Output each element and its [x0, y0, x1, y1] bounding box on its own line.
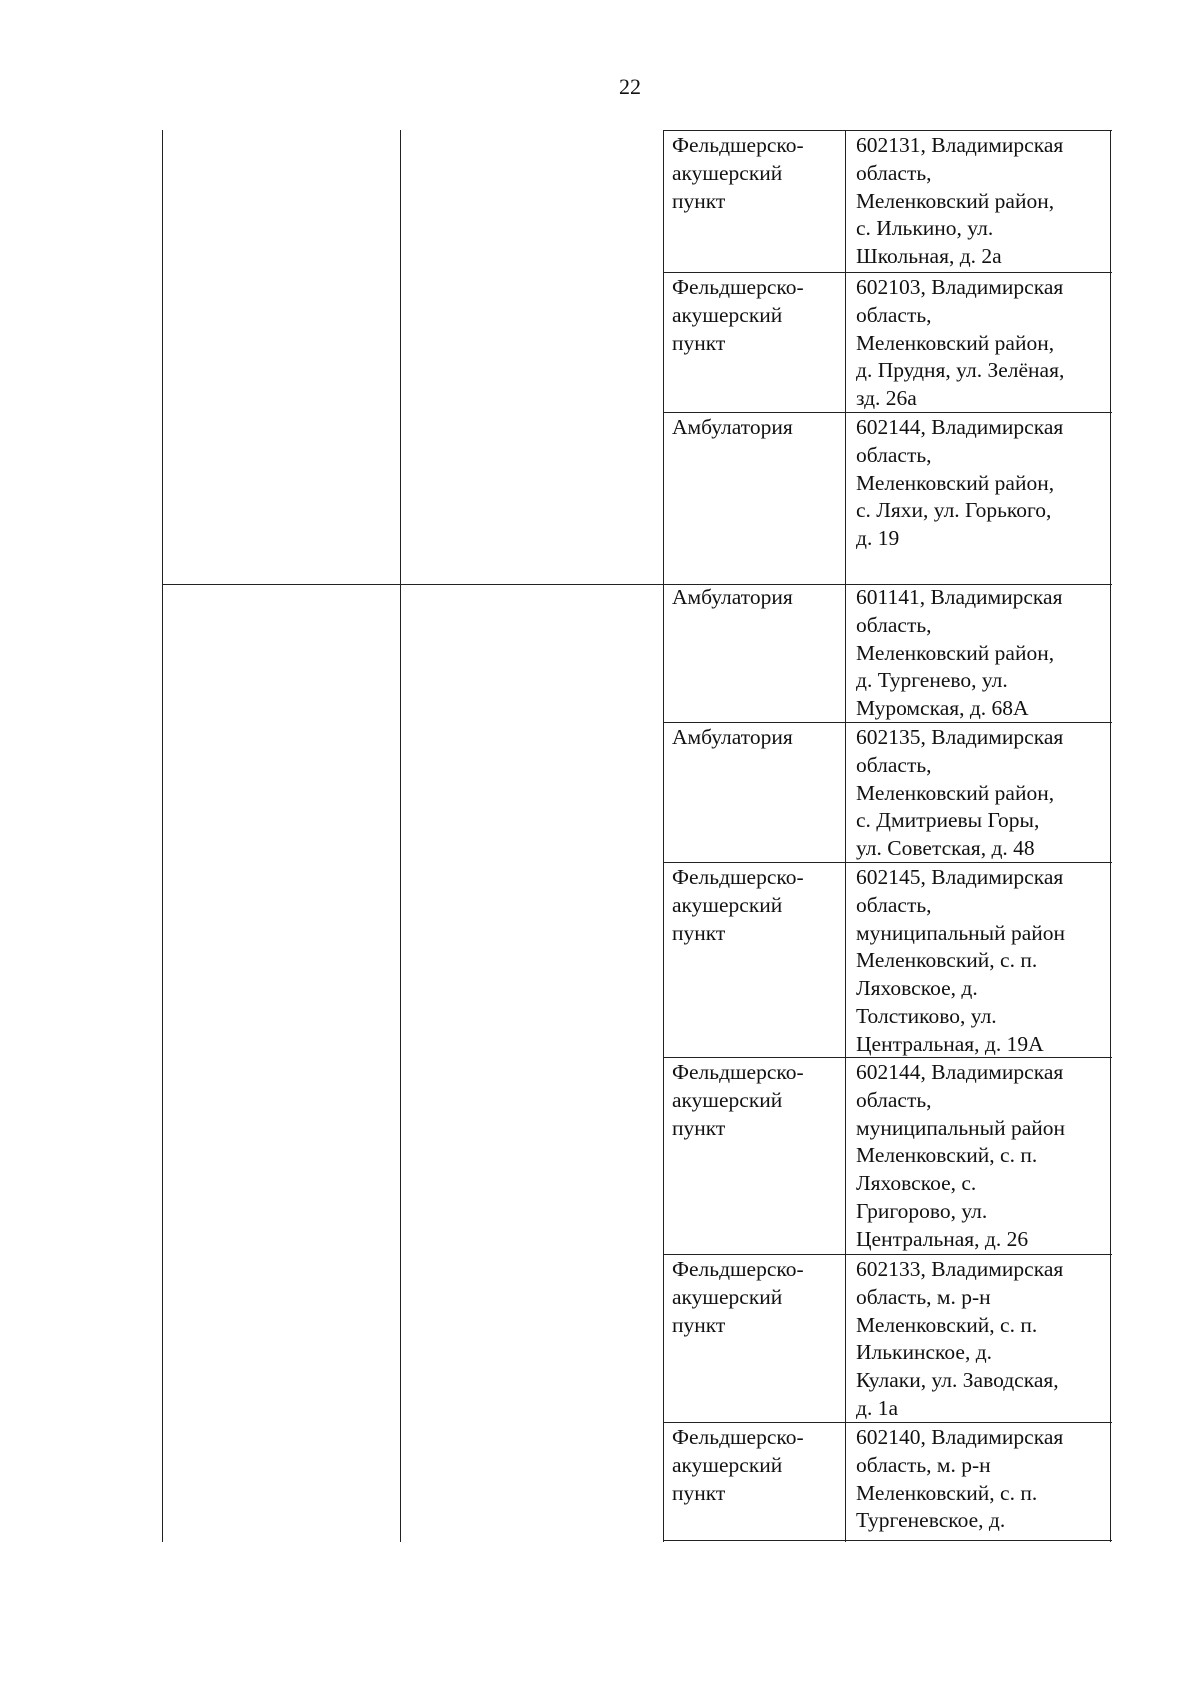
facility-type-cell: Фельдшерско- акушерский пункт [672, 1425, 804, 1505]
facility-type-cell: Амбулатория [672, 585, 793, 609]
facility-address-cell: 602140, Владимирская область, м. р-н Меленковский, с. п. Тургеневское, д. [856, 1425, 1064, 1533]
facility-type-cell: Фельдшерско- акушерский пункт [672, 1257, 804, 1337]
facility-address-cell: 602145, Владимирская область, муниципальный район Меленковский, с. п. Ляховское, д. Толстиково, ул. Центральная, д. 19А [856, 865, 1066, 1056]
facility-type-cell: Амбулатория [672, 725, 793, 749]
row-line [663, 1254, 1112, 1255]
facility-type-cell: Фельдшерско- акушерский пункт [672, 865, 804, 945]
page-number: 22 [619, 74, 641, 99]
facility-address-cell: 602133, Владимирская область, м. р-н Меленковский, с. п. Илькинское, д. Кулаки, ул. Заводская, д. 1а [856, 1257, 1064, 1420]
facility-address-cell: 602144, Владимирская область, Меленковский район, с. Ляхи, ул. Горького, д. 19 [856, 415, 1064, 551]
facility-type-cell: Фельдшерско- акушерский пункт [672, 133, 804, 213]
facility-address-cell: 602144, Владимирская область, муниципальный район Меленковский, с. п. Ляховское, с. Григорово, ул. Центральная, д. 26 [856, 1060, 1066, 1251]
column-line-1 [162, 130, 163, 1542]
facility-address-cell: 602103, Владимирская область, Меленковский район, д. Прудня, ул. Зелёная, зд. 26а [856, 275, 1065, 411]
facility-address-cell: 601141, Владимирская область, Меленковский район, д. Тургенево, ул. Муромская, д. 68А [856, 585, 1063, 721]
facility-address-cell: 602131, Владимирская область, Меленковский район, с. Илькино, ул. Школьная, д. 2а [856, 133, 1064, 269]
row-line-top [663, 130, 1112, 131]
row-line-bottom [663, 1540, 1112, 1541]
row-line [663, 272, 1112, 273]
facility-type-cell: Фельдшерско- акушерский пункт [672, 275, 804, 355]
facility-address-cell: 602135, Владимирская область, Меленковский район, с. Дмитриевы Горы, ул. Советская, д. 48 [856, 725, 1064, 861]
column-line-3 [663, 130, 664, 1542]
facility-type-cell: Амбулатория [672, 415, 793, 439]
facility-type-cell: Фельдшерско- акушерский пункт [672, 1060, 804, 1140]
column-line-2 [400, 130, 401, 1542]
column-line-4 [845, 130, 846, 1542]
